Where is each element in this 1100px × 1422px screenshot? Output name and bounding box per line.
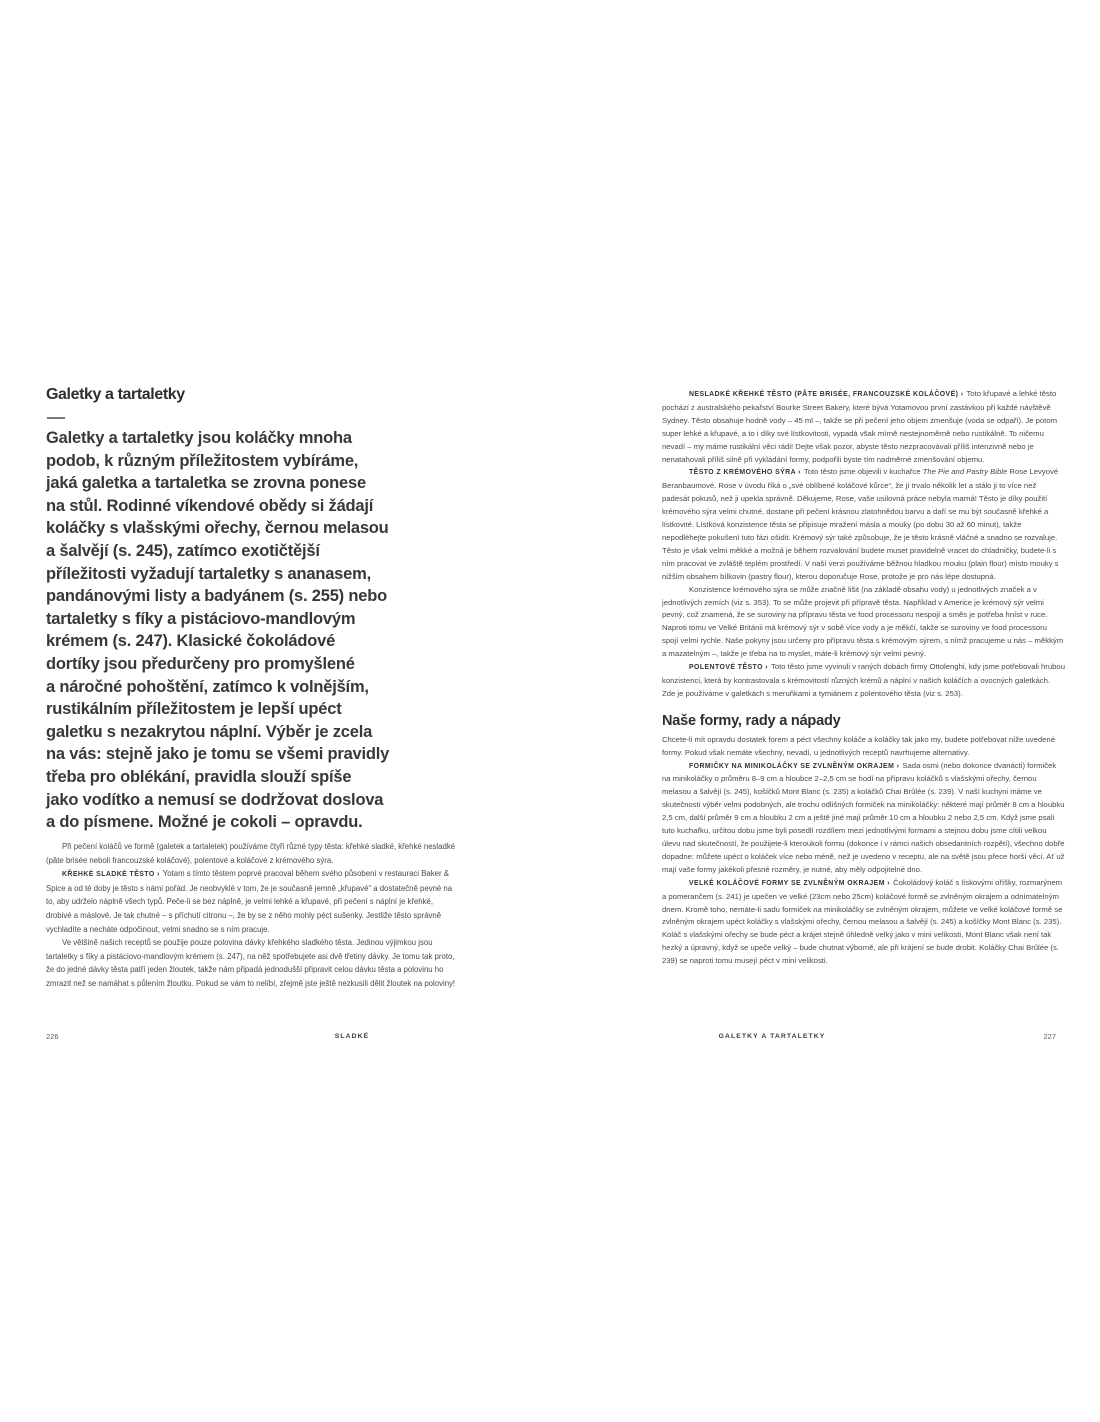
- paragraph-lead: NESLADKÉ KŘEHKÉ TĚSTO (PÂTE BRISÉE, FRANCOUZSKÉ KOLÁČOVÉ) ›: [689, 391, 964, 398]
- left-page-body: [46, 840, 460, 991]
- intro-line: krémem (s. 247). Klasické čokoládové: [46, 632, 336, 651]
- intro-line: Galetky a tartaletky jsou koláčky mnoha: [46, 429, 352, 447]
- intro-line: podob, k různým příležitostem vybíráme,: [46, 451, 359, 470]
- intro-line: a šalvějí (s. 245), zatímco exotičtější: [46, 541, 320, 560]
- body-paragraph: [46, 867, 460, 936]
- body-paragraph: [662, 734, 1065, 760]
- page-number-left: 226: [46, 1032, 59, 1041]
- body-paragraph: [662, 466, 1065, 583]
- body-paragraph: [662, 760, 1065, 877]
- right-page: [662, 388, 1065, 968]
- paragraph-lead: TĚSTO Z KRÉMOVÉHO SÝRA ›: [689, 469, 801, 477]
- intro-line: jako vodítko a nemusí se dodržovat doslova: [46, 790, 384, 809]
- running-footer-left: SLADKÉ: [334, 1033, 370, 1040]
- paragraph-text: Ve většině našich receptů se použije pouze polovina dávky křehkého sladkého těsta. Jedinou výjimkou jsou tartaletky s fíky a pistáciovo-mandlovým krémem (s. 247), na něž spotřebujete asi dvě třetiny dávky. Je tomu tak proto, že do jedné dávky těsta patří jeden žloutek, takže nám připadá jednodušší připravit celou dávku těsta a polovinu ho zmrazit než se namáhat s půlením žloutku. Pokud se vám to nelíbí, zřejmě jste ještě nezkusili dělit žloutek na poloviny!: [46, 938, 456, 988]
- body-paragraph: [662, 388, 1065, 466]
- body-paragraph: [662, 584, 1065, 661]
- body-paragraph: [662, 877, 1065, 968]
- running-footer-right: GALETKY A TARTALETKY: [718, 1033, 826, 1040]
- body-paragraph: [662, 661, 1065, 701]
- intro-line: jaká galetka a tartaletka se zrovna ponese: [46, 474, 366, 493]
- body-paragraph: [46, 840, 460, 867]
- paragraph-text: Sada osmi (nebo dokonce dvanácti) formiček na minikoláčky o průměru 8–9 cm a hloubce 2–2,5 cm se hodí na přípravu koláčků s vlašskými ořechy, černou melasou a šalvějí (s. 245), košíčků Mont Blanc (s. 235) a koláčků Chai Brûlée (s. 239). V naší kuchyni máme ve skutečnosti výběr velmi podobných, ale trochu odlišných formiček na minikoláčky: některé mají průměr 8 cm a hloubku 2,5 cm, další průměr 9 cm a hloubku 2 cm a ještě jiné mají průměr 10 cm a hloubku 2 nebo 2,5 cm. Když jsme psali tuto kuchařku, určitou dobu jsme byli posedlí rozdílem mezi jednotlivými formami a stejnou dobu jsme cítili velkou úlevu nad skutečností, že použijete-li kteroukoli formu (dokonce i v rámci našich obsedantních rozpětí), všechno dobře dopadne: můžete upéct o koláček více nebo méně, než je uvedeno v receptu, ale na světě jsou přece horší věci. Ať už mají vaše formy jakékoli přesné rozměry, je nutné, aby měly odpojitelné dno.: [662, 760, 1065, 874]
- paragraph-lead: FORMIČKY NA MINIKOLÁČKY SE ZVLNĚNÝM OKRAJEM ›: [689, 762, 900, 770]
- intro-line: rustikálním příležitostem je lepší upéct: [46, 700, 342, 719]
- intro-line: na vás: stejně jako je tomu se všemi pravidly: [46, 745, 390, 764]
- paragraph-text: Konzistence krémového sýra se může značně lišit (na základě obsahu vody) u jednotlivých značek a v jednotlivých zemích (viz s. 353). To se může projevit při přípravě těsta. Například v Americe je krémový sýr velmi pevný, což znamená, že se suroviny na přípravu těsta ve food processoru nespojí a směs je potřeba hníst v ruce. Naproti tomu ve Velké Británii má krémový sýr v sobě více vody a je měkčí, takže se suroviny ve food processoru spojí velmi rychle. Naše pokyny jsou určeny pro přípravu těsta s krémovým sýrem, s nímž pracujeme u nás – měkkým a mazatelným –, takže je třeba na to myslet, máte-li krémový sýr velmi pevný.: [662, 584, 1064, 659]
- paragraph-text: Při pečení koláčů ve formě (galetek a tartaletek) používáme čtyři různé typy těsta: křehké sladké, křehké nesladké (pâte brisée neboli francouzské koláčové), polentové a koláčové z krémového sýra.: [46, 842, 456, 865]
- intro-line: na stůl. Rodinné víkendové obědy si žádají: [46, 496, 374, 515]
- intro-line: třeba pro oblékání, pravidla slouží spíše: [46, 767, 352, 786]
- paragraph-lead: VELKÉ KOLÁČOVÉ FORMY SE ZVLNĚNÝM OKRAJEM ›: [689, 879, 891, 887]
- intro-line: a do písmene. Možné je cokoli – opravdu.: [46, 813, 363, 832]
- title-rule: [47, 417, 65, 419]
- paragraph-lead: POLENTOVÉ TĚSTO ›: [689, 664, 768, 672]
- paragraph-text: Toto těsto jsme objevili v kuchařce: [803, 467, 923, 477]
- body-paragraph: [46, 936, 460, 990]
- page-number-right: 227: [1043, 1032, 1056, 1041]
- paragraph-text: Yotam s tímto těstem poprvé pracoval během svého působení v restauraci Baker & Spice a od té doby je těsto s námi pořád. Je neobvyklé v tom, že je současně jemně „křupavé“ a dostatečně pevné na to, aby udrželo náplně všech typů. Peče-li se bez náplně, je velmi lehké a křupavé, při pečení s náplní je křehké, drobivé a máslové. Je tak chutné – s příchutí citronu –, že by se z něho mohly péct sušenky. Jestliže těsto správně vychladíte a necháte odpočinout, velmi snadno se s ním pracuje.: [46, 869, 453, 934]
- intro-line: koláčky s vlašskými ořechy, černou melasou: [46, 519, 389, 538]
- paragraph-text: Rose Levyové Beranbaumové. Rose v úvodu říká o „své oblíbené koláčové kůrce“, že jí trvalo několik let a stálo ji to více než padesát pokusů, než ji upekla správně. Děkujeme, Rose, vaše usilovná práce nebyla marná! Těsto je díky použití krémového sýra velmi chutné, dostane při pečení krásnou zlatohnědou barvu a daří se mu být současně křehké a lístkovité. Lístková konzistence těsta se připisuje mražení másla a mouky (po dobu 30 až 60 minut), takže nepodléhejte pokušení tuto fázi ošidit. Krémový sýr také způsobuje, že je těsto krásně vláčné a snadno se rozvaluje. Těsto je však velmi měkké a možná je během rozvalování budete muset pravidelně vracet do chladničky, budete-li s ním pracovat ve zvláště teplém prostředí. V naší verzi používáme běžnou hladkou mouku (plain flour) místo mouky s nižším obsahem bílkovin (pastry flour), kterou doporučuje Rose, protože je pro nás lépe dostupná.: [662, 467, 1059, 581]
- paragraph-text: Čokoládový koláč s lískovými oříšky, rozmarýnem a pomerančem (s. 241) je upečen ve velké (23cm nebo 25cm) koláčové formě se zvlněným okrajem a odnímatelným dnem. Kromě toho, nemáte-li sadu formiček na minikoláčky se zvlněným okrajem, můžete ve velké koláčové formě se zvlněným okrajem upéct koláčky s vlašskými ořechy, černou melasou a šalvějí (s. 245) a košíčky Mont Blanc (s. 235). Koláč s vlašskými ořechy se bude péct a krájet stejně úhledně velký jako v mini velikosti, Mont Blanc však není tak hezký a úpravný, když se upeče velký – bude chutnat výborně, ale při krájení se bude drobit. Koláčky Chai Brûlée (s. 239) se naproti tomu musejí péct v mini velikosti.: [662, 877, 1063, 966]
- paragraph-text: Chcete-li mít opravdu dostatek forem a péct všechny koláče a koláčky tak jako my, budete potřebovat níže uvedené formy. Pokud však nemáte všechny, nevadí, u jednotlivých receptů navrhujeme alternativy.: [662, 734, 1055, 757]
- paragraph-text: Toto těsto jsme vyvinuli v raných dobách firmy Ottolenghi, kdy jsme potřebovali hrubou konzistenci, která by kontrastovala s krémovitostí různých krémů a náplní v našich koláčích a ovocných galetkách. Zde je používáme v galetkách s meruňkami a tymiánem z polentového těsta (viz s. 253).: [662, 662, 1065, 698]
- intro-line: pandánovými listy a badyánem (s. 255) nebo: [46, 587, 387, 606]
- paragraph-lead: KŘEHKÉ SLADKÉ TĚSTO ›: [62, 871, 160, 879]
- left-page: [46, 386, 460, 834]
- intro-line: galetku s nezakrytou náplní. Výběr je zcela: [46, 722, 373, 741]
- intro-line: příležitosti vyžadují tartaletky s ananasem,: [46, 564, 371, 583]
- paragraph-text: Toto křupavé a lehké těsto pochází z australského pekařství Bourke Street Bakery, které bývá Yotamovou první zastávkou při každé návštěvě Sydney. Těsto obsahuje hodně vody – 45 ml –, takže se při pečení jeho objem zmenšuje (voda se odpaří). Je potom super lehké a křupavé, a to i díky své lístkovitosti, vypadá však mírně nestejnoměrně nebo rustikálně. To ničemu nevadí – my máme rustikální věci rádi! Dejte však pozor, abyste těsto nezpracovávali příliš intenzivně nebo je nenatahovali příliš silně při vykládání formy, podpořili byste tím nadměrné zmenšování objemu.: [662, 389, 1057, 464]
- book-title-italic: The Pie and Pastry Bible: [922, 467, 1008, 477]
- intro-line: tartaletky s fíky a pistáciovo-mandlovým: [46, 609, 356, 628]
- intro-line: a náročné pohoštění, zatímco k volnějším,: [46, 677, 369, 696]
- section-subheading: Naše formy, rady a nápady: [662, 712, 841, 729]
- chapter-title: Galetky a tartaletky: [46, 386, 185, 403]
- intro-line: dortíky jsou předurčeny pro promyšlené: [46, 654, 355, 673]
- intro-paragraph: [46, 427, 460, 834]
